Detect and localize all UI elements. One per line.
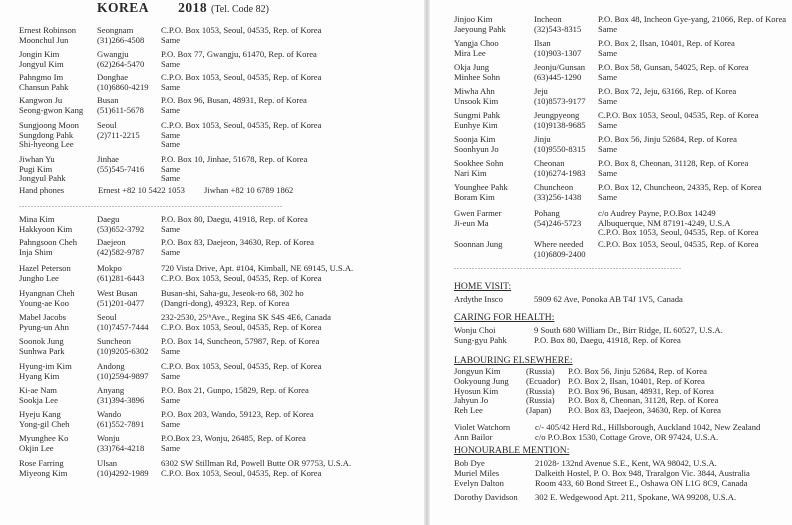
entry-city-phone-line: Gwangju: [97, 49, 129, 59]
entry-address: [161, 386, 309, 405]
entry-city-phone: [534, 159, 586, 178]
entry-city-phone-line: (51)611-5678: [97, 104, 144, 115]
entry-address-line: Same: [598, 95, 618, 106]
entry-names-line: Hyang Kim: [19, 370, 60, 381]
person-address: c/o P.O.Box 1530, Cottage Grove, OR 97424, U.S.A.: [535, 432, 719, 442]
entry-city-phone-line: Incheon: [534, 14, 562, 24]
person-address: 302 E. Wedgewood Apt. 211, Spokane, WA 99208, U.S.A.: [535, 492, 737, 502]
entry-address-line: Same: [161, 394, 181, 405]
right-page: [430, 0, 792, 525]
entry-city-phone-line: Wonju: [97, 433, 120, 443]
entry-address: [598, 183, 762, 202]
person-address: Room 433, 60 Bond Street E., Oshawa ON L1G 8C9, Canada: [535, 478, 748, 488]
entry-address: [161, 155, 307, 184]
entry-names-line: Myunghee Ko: [19, 433, 69, 443]
entry-address-line: 6302 SW Stillman Rd, Powell Butte OR 97753, U.S.A.: [161, 458, 352, 468]
entry-address: [161, 238, 314, 257]
entry-address: [598, 135, 737, 154]
entry-city-phone-line: (10)7457-7444: [97, 321, 149, 332]
entry-city-phone: [97, 459, 149, 478]
entry-names-line: Unsook Kim: [454, 95, 499, 106]
entry-city-phone-line: (10)6860-4219: [97, 81, 149, 92]
entry-address-line: Same: [598, 47, 618, 58]
entry-city-phone-line: Chuncheon: [534, 182, 574, 192]
entry-city-phone-line: Where needed: [534, 239, 584, 249]
hand-phone-ernest: Ernest +82 10 5422 1053: [98, 185, 185, 195]
entry-address: [161, 50, 317, 69]
entry-address-line: P.O. Box 21, Gunpo, 15829, Rep. of Korea: [161, 385, 309, 395]
person-name: Ardythe Insco: [454, 294, 503, 304]
entry-names-line: Hyangnan Cheh: [19, 288, 75, 298]
entry-names-line: Nari Kim: [454, 167, 487, 178]
entry-address-line: (Dangri-dong), 49323, Rep. of Korea: [161, 297, 290, 308]
entry-city-phone-line: (10)8573-9177: [534, 95, 586, 106]
entry-names: [19, 96, 83, 115]
entry-names: [454, 87, 498, 106]
entry-city-phone-line: (32)543-8315: [534, 23, 582, 34]
entry-names-line: Miyeong Kim: [19, 467, 68, 478]
entry-city-phone-line: (10)4292-1989: [97, 467, 149, 478]
entry-city-phone-line: Busan: [97, 95, 119, 105]
entry-names-line: Jongyul Pahk: [19, 173, 66, 184]
hand-phone-jiwhan: Jiwhan +82 10 6789 1862: [204, 185, 294, 195]
person-address: P.O. Box 8, Cheonan, 31128, Rep. of Korea: [568, 395, 719, 406]
entry-names: [454, 159, 503, 178]
entry-address: [161, 26, 321, 45]
entry-city-phone: [97, 434, 144, 453]
entry-city-phone: [97, 155, 144, 174]
entry-city-phone: [97, 362, 149, 381]
entry-address-line: Same: [598, 119, 618, 130]
entry-names-line: Hakkyoon Kim: [19, 223, 73, 234]
entry-city-phone-line: (61)281-6443: [97, 272, 145, 283]
entry-city-phone-line: (61)552-7891: [97, 418, 145, 429]
entry-city-phone-line: Jeju: [534, 86, 548, 96]
entry-city-phone: [534, 111, 586, 130]
entry-city-phone-line: Daegu: [97, 214, 120, 224]
person-name: Bob Dye: [454, 458, 485, 468]
entry-names: [454, 63, 500, 82]
entry-names-line: Jinjoo Kim: [454, 14, 493, 24]
entry-names-line: Kangwon Ju: [19, 95, 63, 105]
entry-names-line: Miwha Ahn: [454, 86, 495, 96]
entry-address-line: Same: [161, 34, 181, 45]
entry-names-line: Jongin Kim: [19, 49, 60, 59]
entry-address-line: C.P.O. Box 1053, Seoul, 04535, Rep. of Korea: [161, 25, 322, 35]
entry-city-phone-line: (10)2594-9897: [97, 370, 149, 381]
entry-city-phone-line: Pohang: [534, 208, 560, 218]
entry-names-line: Pyung-un Ahn: [19, 321, 69, 332]
entry-city-phone-line: (33)256-1438: [534, 191, 582, 202]
entry-names-line: Seong-gwon Kang: [19, 104, 84, 115]
entry-names-line: Yong-gil Cheh: [19, 418, 70, 429]
entry-names-line: Yangja Choo: [454, 38, 499, 48]
entry-address: [161, 96, 307, 115]
entry-names: [19, 337, 65, 356]
entry-city-phone: [97, 410, 144, 429]
entry-names-line: Sungjoong Moon: [19, 120, 79, 130]
entry-address-line: P.O. Box 8, Cheonan, 31128, Rep. of Korea: [598, 158, 749, 168]
entry-names-line: Soonja Kim: [454, 134, 496, 144]
entry-names: [454, 135, 499, 154]
entry-address: [161, 313, 331, 332]
entry-city-phone: [534, 240, 586, 259]
entry-address: [161, 121, 321, 150]
entry-city-phone-line: Ilsan: [534, 38, 551, 48]
entry-names-line: Sookhee Sohn: [454, 158, 504, 168]
entry-names: [454, 39, 499, 58]
entry-names-line: Rose Farring: [19, 458, 64, 468]
entry-address-line: C.P.O. Box 1053, Seoul, 04535, Rep. of Korea: [161, 361, 322, 371]
entry-address-line: Same: [161, 246, 181, 257]
entry-names-line: Jiwhan Yu: [19, 154, 55, 164]
entry-names: [454, 111, 500, 130]
entry-address: [598, 111, 758, 130]
entry-names-line: Boram Kim: [454, 191, 495, 202]
page-title: [97, 0, 269, 16]
person-name: Ann Bailor: [454, 432, 493, 442]
entry-city-phone-line: Seoul: [97, 120, 117, 130]
person-name: Jongyun Kim: [454, 366, 501, 376]
entry-names: [19, 313, 69, 332]
entry-address-line: Same: [161, 223, 181, 234]
entry-names: [454, 209, 502, 228]
entry-names: [454, 240, 502, 250]
hand-phones-label: Hand phones: [19, 185, 65, 195]
entry-address: [598, 63, 749, 82]
entry-names-line: Mabel Jacobs: [19, 312, 67, 322]
entry-city-phone-line: (10)6809-2400: [534, 248, 586, 259]
entry-address-line: 720 Vista Drive, Apt. #104, Kimball, NE 69145, U.S.A.: [161, 263, 354, 273]
entry-address: [161, 337, 319, 356]
entry-city-phone-line: Jinju: [534, 134, 551, 144]
entry-address-line: Same: [598, 71, 618, 82]
person-name: Evelyn Dalton: [454, 478, 504, 488]
entry-city-phone-line: Cheonan: [534, 158, 565, 168]
entry-city-phone-line: Andong: [97, 361, 125, 371]
entry-names-line: Jaeyoung Pahk: [454, 23, 506, 34]
entry-names: [19, 215, 72, 234]
entry-names-line: Mira Lee: [454, 47, 486, 58]
person-name: Muriel Miles: [454, 468, 500, 478]
entry-city-phone: [97, 215, 144, 234]
person-name: Dorothy Davidson: [454, 492, 518, 502]
entry-address-line: P.O. Box 2, Ilsan, 10401, Rep. of Korea: [598, 38, 735, 48]
entry-address-line: Busan-shi, Saha-gu, Jeseok-ro 68, 302 ho: [161, 288, 304, 298]
entry-names-line: Okja Jung: [454, 62, 490, 72]
entry-names-line: Sungmi Pahk: [454, 110, 501, 120]
entry-city-phone: [534, 209, 581, 228]
entry-names-line: Pahngsoon Cheh: [19, 237, 78, 247]
entry-names-line: Hazel Peterson: [19, 263, 71, 273]
tel-code: (Tel. Code 82): [211, 4, 269, 15]
entry-city-phone-line: (31)394-3896: [97, 394, 145, 405]
person-address: c/- 405/42 Herd Rd., Hillsborough, Auckland 1042, New Zealand: [535, 422, 761, 432]
person-name: Jahyun Jo: [454, 395, 489, 406]
entry-address-line: P.O. Box 80, Daegu, 41918, Rep. of Korea: [161, 214, 308, 224]
entry-names: [19, 155, 66, 184]
person-address: 9 South 680 William Dr., Birr Ridge, IL 60527, U.S.A.: [534, 325, 723, 335]
home-visit-heading: HOME VISIT:: [454, 281, 512, 292]
entry-names: [19, 73, 68, 92]
entry-city-phone: [97, 313, 149, 332]
entry-city-phone-line: Jeonju/Gunsan: [534, 62, 586, 72]
entry-city-phone-line: Mokpo: [97, 263, 122, 273]
entry-address-line: C.P.O. Box 1053, Seoul, 04535, Rep. of Korea: [598, 110, 759, 120]
entry-address-line: Same: [161, 104, 181, 115]
entry-address-line: C.P.O. Box 1053, Seoul, 04535, Rep. of Korea: [161, 72, 322, 82]
entry-city-phone-line: (51)201-0477: [97, 297, 145, 308]
person-address: P.O. Box 83, Daejeon, 34630, Rep. of Korea: [568, 405, 721, 416]
entry-names-line: Sungdong Pahk: [19, 129, 74, 140]
entry-names-line: Jongyul Kim: [19, 58, 64, 69]
entry-address-line: Same: [598, 23, 618, 34]
person-address: Dalkeith Hostel, P. O. Box 948, Traralgon Vic. 3844, Australia: [535, 468, 750, 478]
entry-city-phone: [534, 87, 586, 106]
entry-city-phone-line: Jeungpyeong: [534, 110, 580, 120]
entry-city-phone-line: Daejeon: [97, 237, 126, 247]
entry-names-line: Jungho Lee: [19, 272, 59, 283]
entry-address-line: C.P.O. Box 1053, Seoul, 04535, Rep. of Korea: [598, 227, 759, 238]
person-country: (Russia): [526, 366, 555, 376]
entry-names: [19, 434, 68, 453]
entry-address-line: Same: [161, 370, 181, 381]
person-name: Wonju Choi: [454, 325, 496, 335]
person-address: P.O. Box 80, Daegu, 41918, Rep. of Korea: [534, 335, 681, 345]
entry-names-line: Ernest Robinson: [19, 25, 77, 35]
person-name: Ookyoung Jung: [454, 375, 509, 386]
entry-city-phone-line: Ulsan: [97, 458, 118, 468]
entry-city-phone: [97, 121, 140, 140]
entry-names-line: Eunhye Kim: [454, 119, 498, 130]
entry-names-line: Shi-hyeong Lee: [19, 139, 74, 150]
entry-names-line: Pugi Kim: [19, 163, 53, 174]
person-name: Reh Lee: [454, 405, 483, 416]
entry-city-phone-line: (33)764-4218: [97, 442, 145, 453]
entry-city-phone: [534, 63, 585, 82]
entry-city-phone-line: (62)264-5470: [97, 58, 145, 69]
entry-city-phone: [97, 50, 144, 69]
entry-address: [598, 87, 736, 106]
entry-names: [454, 183, 508, 202]
entry-names-line: Hyeju Kang: [19, 409, 61, 419]
entry-address: [598, 15, 786, 34]
entry-address: [161, 362, 321, 381]
person-country: (Russia): [526, 385, 555, 396]
entry-names-line: Gwen Farmer: [454, 208, 502, 218]
entry-address: [161, 459, 351, 478]
entry-city-phone-line: Anyang: [97, 385, 125, 395]
entry-names: [19, 238, 77, 257]
entry-address: [598, 159, 748, 178]
entry-address-line: P.O. Box 10, Jinhae, 51678, Rep. of Korea: [161, 154, 308, 164]
entry-city-phone-line: (10)903-1307: [534, 47, 582, 58]
entry-address-line: c/o Audrey Payne, P.O.Box 14249: [598, 208, 716, 218]
honourable-heading: HONOURABLE MENTION:: [454, 445, 570, 456]
entry-names: [19, 459, 67, 478]
entry-city-phone-line: West Busan: [97, 288, 138, 298]
entry-address: [598, 39, 735, 58]
dotted-separator: ........................................................................................: [19, 200, 283, 209]
entry-names: [454, 15, 506, 34]
entry-names-line: Soonnan Jung: [454, 239, 503, 249]
entry-names-line: Chansun Pahk: [19, 81, 69, 92]
entry-address-line: P.O. Box 96, Busan, 48931, Rep. of Korea: [161, 95, 307, 105]
entry-city-phone-line: Donghae: [97, 72, 129, 82]
entry-address-line: 232-2530, 25ᵗʰAve., Regina SK S4S 4E6, Canada: [161, 312, 331, 322]
entry-address: [161, 73, 321, 92]
entry-city-phone-line: (10)9550-8315: [534, 143, 586, 154]
entry-city-phone-line: (54)246-5723: [534, 217, 582, 228]
entry-address-line: C.P.O. Box 1053, Seoul, 04535, Rep. of Korea: [598, 239, 759, 249]
entry-names: [19, 386, 58, 405]
entry-names-line: Young-ae Koo: [19, 297, 69, 308]
entry-names-line: Ki-ae Nam: [19, 385, 57, 395]
entry-city-phone-line: (10)6274-1983: [534, 167, 586, 178]
entry-address-line: C.P.O. Box 1053, Seoul, 04535, Rep. of Korea: [161, 120, 322, 130]
entry-city-phone-line: (2)711-2215: [97, 129, 140, 140]
entry-address-line: P.O. Box 203, Wando, 59123, Rep. of Korea: [161, 409, 314, 419]
entry-address-line: Same: [161, 139, 181, 150]
person-name: Sung-gyu Pahk: [454, 335, 507, 345]
entry-address-line: C.P.O. Box 1053, Seoul, 04535, Rep. of Korea: [161, 272, 322, 283]
entry-names-line: Sookja Lee: [19, 394, 58, 405]
entry-city-phone-line: (53)652-3792: [97, 223, 145, 234]
entry-address: [161, 215, 308, 234]
entry-names: [19, 121, 79, 150]
person-address: P.O. Box 2, Ilsan, 10401, Rep. of Korea: [568, 375, 705, 386]
entry-city-phone-line: (42)582-9787: [97, 246, 145, 257]
entry-names-line: Soonok Jung: [19, 336, 64, 346]
entry-city-phone: [97, 264, 144, 283]
entry-city-phone-line: (10)9138-9685: [534, 119, 586, 130]
entry-address-line: Same: [161, 58, 181, 69]
entry-names-line: Ji-eun Ma: [454, 217, 489, 228]
entry-address: [598, 209, 758, 238]
entry-names-line: Mina Kim: [19, 214, 55, 224]
entry-names-line: Sunhwa Park: [19, 345, 65, 356]
entry-address-line: Same: [161, 129, 181, 140]
entry-city-phone: [97, 386, 144, 405]
entry-names-line: Pahngmo Im: [19, 72, 64, 82]
caring-heading: CARING FOR HEALTH:: [454, 312, 555, 323]
entry-names: [19, 289, 75, 308]
entry-names-line: Okjin Lee: [19, 442, 54, 453]
entry-address: [161, 289, 304, 308]
entry-names: [19, 362, 72, 381]
entry-names-line: Hyung-im Kim: [19, 361, 72, 371]
entry-names: [19, 410, 69, 429]
person-address: P.O. Box 96, Busan, 48931, Rep. of Korea: [568, 385, 714, 396]
entry-address-line: Same: [161, 81, 181, 92]
entry-city-phone-line: Suncheon: [97, 336, 131, 346]
entry-city-phone: [534, 39, 581, 58]
entry-address: [161, 264, 353, 283]
entry-address-line: Same: [161, 418, 181, 429]
entry-address: [161, 410, 314, 429]
entry-names-line: Minhee Sohn: [454, 71, 501, 82]
entry-city-phone-line: Jinhae: [97, 154, 119, 164]
entry-city-phone-line: (63)445-1290: [534, 71, 582, 82]
person-address: 5909 62 Ave, Ponoka AB T4J 1V5, Canada: [534, 294, 683, 304]
entry-address-line: P.O. Box 14, Suncheon, 57987, Rep. of Korea: [161, 336, 320, 346]
entry-address-line: Same: [598, 191, 618, 202]
entry-address: [161, 434, 306, 453]
entry-address-line: Same: [598, 143, 618, 154]
entry-address-line: Same: [598, 167, 618, 178]
person-country: (Japan): [526, 405, 552, 416]
entry-address-line: C.P.O. Box 1053, Seoul, 04535, Rep. of Korea: [161, 321, 322, 332]
entry-city-phone: [534, 15, 581, 34]
country-title: KOREA: [97, 0, 149, 15]
entry-city-phone-line: (10)9205-6302: [97, 345, 149, 356]
entry-city-phone: [97, 96, 144, 115]
entry-address-line: P.O. Box 77, Gwangju, 61470, Rep. of Korea: [161, 49, 317, 59]
entry-names: [19, 26, 76, 45]
person-country: (Ecuador): [526, 375, 561, 386]
entry-address-line: Albuquerque, NM 87191-4249, U.S.A: [598, 217, 731, 228]
entry-address-line: Same: [161, 163, 181, 174]
person-country: (Russia): [526, 395, 555, 406]
entry-city-phone: [97, 26, 144, 45]
entry-address-line: P.O.Box 23, Wonju, 26485, Rep. of Korea: [161, 433, 306, 443]
entry-address-line: Same: [161, 173, 181, 184]
entry-city-phone: [97, 289, 144, 308]
person-address: 21028- 132nd Avenue S.E., Kent, WA 98042, U.S.A.: [535, 458, 717, 468]
entry-names: [19, 50, 64, 69]
person-address: P.O. Box 56, Jinju 52684, Rep. of Korea: [568, 366, 707, 376]
entry-address: [598, 240, 758, 250]
person-name: Hyosun Kim: [454, 385, 499, 396]
entry-city-phone: [97, 337, 149, 356]
entry-address-line: Same: [161, 345, 181, 356]
entry-city-phone: [97, 73, 149, 92]
entry-address-line: P.O. Box 83, Daejeon, 34630, Rep. of Korea: [161, 237, 314, 247]
entry-address-line: C.P.O. Box 1053, Seoul, 04535, Rep. of Korea: [161, 467, 322, 478]
entry-address-line: P.O. Box 72, Jeju, 63166, Rep. of Korea: [598, 86, 737, 96]
entry-names-line: Younghee Pahk: [454, 182, 508, 192]
entry-names-line: Moonchul Jun: [19, 34, 69, 45]
entry-city-phone: [534, 135, 586, 154]
entry-names: [19, 264, 71, 283]
entry-city-phone-line: (55)545-7416: [97, 163, 145, 174]
entry-city-phone-line: Seongnam: [97, 25, 134, 35]
entry-address-line: P.O. Box 48, Incheon Gye-yang, 21066, Rep. of Korea: [598, 14, 787, 24]
entry-address-line: Same: [161, 442, 181, 453]
labouring-heading: LABOURING ELSEWHERE:: [454, 355, 573, 366]
entry-city-phone: [534, 183, 581, 202]
entry-names-line: Soonhyun Jo: [454, 143, 499, 154]
entry-address-line: P.O. Box 56, Jinju 52684, Rep. of Korea: [598, 134, 737, 144]
entry-address-line: P.O. Box 12, Chuncheon, 24335, Rep. of Korea: [598, 182, 762, 192]
entry-names-line: Inja Shim: [19, 246, 53, 257]
entry-city-phone-line: Wando: [97, 409, 122, 419]
entry-city-phone: [97, 238, 144, 257]
dotted-separator-right: ............................................................................: [454, 262, 682, 271]
year: 2018: [178, 0, 208, 15]
entry-city-phone-line: Seoul: [97, 312, 117, 322]
entry-city-phone-line: (31)266-4508: [97, 34, 145, 45]
person-name: Violet Watchorn: [454, 422, 511, 432]
entry-address-line: P.O. Box 58, Gunsan, 54025, Rep. of Korea: [598, 62, 749, 72]
